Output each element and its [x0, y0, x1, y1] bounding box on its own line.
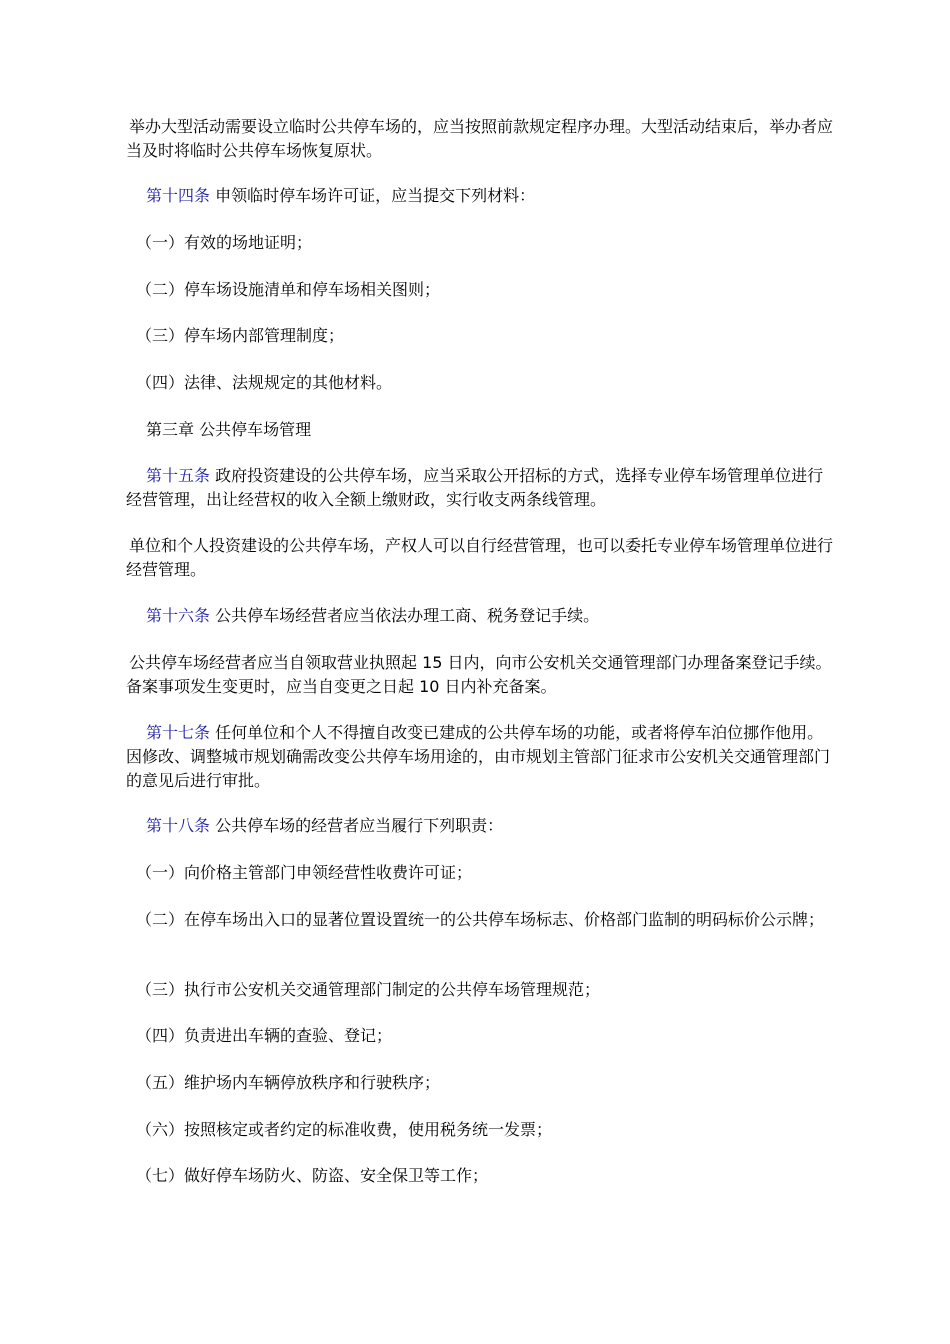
article-17 — [126, 721, 838, 793]
article-16 — [126, 604, 838, 628]
paragraph-text: 举办大型活动需要设立临时公共停车场的，应当按照前款规定程序办理。大型活动结束后，举办者应当及时将临时公共停车场恢复原状。 — [126, 117, 834, 160]
article-15-text: 政府投资建设的公共停车场，应当采取公开招标的方式，选择专业停车场管理单位进行经营管理，出让经营权的收入全额上缴财政，实行收支两条线管理。 — [126, 466, 824, 509]
article-16-label: 第十六条 — [146, 606, 211, 625]
paragraph-text: 单位和个人投资建设的公共停车场，产权人可以自行经营管理，也可以委托专业停车场管理单位进行经营管理。 — [126, 536, 834, 579]
paragraph-private-investment — [126, 534, 838, 582]
chapter-heading — [126, 418, 838, 442]
article-17-label: 第十七条 — [146, 723, 211, 742]
list-item — [126, 1071, 838, 1095]
list-item-text: （四）法律、法规规定的其他材料。 — [136, 373, 393, 392]
list-item-text: （二）在停车场出入口的显著位置设置统一的公共停车场标志、价格部门监制的明码标价公示牌； — [136, 910, 825, 929]
article-14 — [126, 184, 838, 208]
list-item-text: （三）执行市公安机关交通管理部门制定的公共停车场管理规范； — [136, 980, 601, 999]
list-item-text: （二）停车场设施清单和停车场相关图则； — [136, 280, 441, 299]
paragraph-temporary-parking-restore — [126, 115, 838, 163]
paragraph-text: 公共停车场经营者应当自领取营业执照起 15 日内，向市公安机关交通管理部门办理备案登记手续。备案事项发生变更时，应当自变更之日起 10 日内补充备案。 — [126, 653, 832, 696]
list-item-text: （一）向价格主管部门申领经营性收费许可证； — [136, 863, 473, 882]
article-15 — [126, 464, 838, 512]
list-item-text: （七）做好停车场防火、防盗、安全保卫等工作； — [136, 1166, 489, 1185]
list-item-text: （三）停车场内部管理制度； — [136, 326, 345, 345]
list-item — [126, 371, 838, 395]
article-14-text: 申领临时停车场许可证，应当提交下列材料： — [210, 186, 536, 205]
list-item — [126, 978, 838, 1002]
article-18-label: 第十八条 — [146, 816, 211, 835]
list-item — [126, 1024, 838, 1048]
article-16-text: 公共停车场经营者应当依法办理工商、税务登记手续。 — [210, 606, 600, 625]
list-item-text: （一）有效的场地证明； — [136, 233, 313, 252]
list-item — [126, 861, 838, 885]
chapter-heading-text: 第三章 公共停车场管理 — [146, 420, 312, 439]
article-18-text: 公共停车场的经营者应当履行下列职责： — [210, 816, 504, 835]
list-item — [126, 908, 838, 932]
list-item — [126, 324, 838, 348]
list-item-text: （六）按照核定或者约定的标准收费，使用税务统一发票； — [136, 1120, 553, 1139]
article-15-label: 第十五条 — [146, 466, 211, 485]
list-item — [126, 1164, 838, 1188]
article-18 — [126, 814, 838, 838]
list-item — [126, 231, 838, 255]
list-item-text: （四）负责进出车辆的查验、登记； — [136, 1026, 393, 1045]
list-item-text: （五）维护场内车辆停放秩序和行驶秩序； — [136, 1073, 441, 1092]
article-14-label: 第十四条 — [146, 186, 211, 205]
article-17-text: 任何单位和个人不得擅自改变已建成的公共停车场的功能，或者将停车泊位挪作他用。因修改、调整城市规划确需改变公共停车场用途的，由市规划主管部门征求市公安机关交通管理部门的意见后进行审批。 — [126, 723, 831, 790]
list-item — [126, 1118, 838, 1142]
list-item — [126, 278, 838, 302]
paragraph-registration — [126, 651, 838, 699]
